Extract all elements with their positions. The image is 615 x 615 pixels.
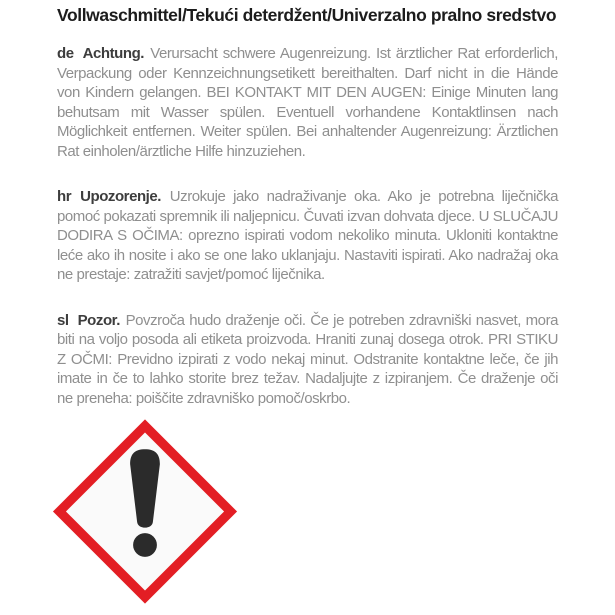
language-code-de: de: [57, 45, 74, 62]
exclamation-dot: [133, 533, 157, 557]
warning-text-hr: Uzrokuje jako nadraživanje oka. Ako je potrebna liječnička pomoć pokazati spremnik ili naljepnicu. Čuvati izvan dohvata djece. U SLUČAJU DODIRA S OČIMA: oprezno ispirati vodom nekoliko minuta. Ukloniti kontaktne leće ako ih nosite i ako se one lako uklanjaju. Nastaviti ispirati. Ako nadražaj oka ne prestaje: zatražiti savjet/pomoć liječnika.: [57, 188, 559, 283]
warning-text-sl: Povzroča hudo draženje oči. Če je potreben zdravniški nasvet, mora biti na voljo posoda ali etiketa proizvoda. Hraniti zunaj dosega otrok. PRI STIKU Z OČMI: Previdno izpirati z vodo nekaj minut. Odstranite kontaktne leče, če jih imate in če to lahko storite brez težav. Nadaljujte z izpiranjem. Če draženje oči ne preneha: poiščite zdravniško pomoč/oskrbo.: [57, 311, 559, 407]
signal-word-de: Achtung.: [82, 45, 144, 62]
warning-section-sl: [57, 311, 558, 409]
hazard-diamond-svg: [52, 418, 238, 605]
warning-section-hr: [57, 187, 558, 285]
signal-word-sl: Pozor.: [77, 311, 120, 329]
label-text-block: [57, 5, 558, 434]
language-code-sl: sl: [57, 311, 69, 329]
language-code-hr: hr: [57, 188, 72, 205]
page-title: Vollwaschmittel/Tekući deterdžent/Univerzalno pralno sredstvo: [57, 5, 557, 25]
ghs07-exclamation-icon: [52, 418, 238, 605]
warning-section-de: [57, 44, 558, 161]
warning-text-de: Verursacht schwere Augenreizung. Ist ärztlicher Rat erforderlich, Verpackung oder Kennzeichnungsetikett bereithalten. Darf nicht in die Hände von Kindern gelangen. BEI KONTAKT MIT DEN AUGEN: Einige Minuten lang behutsam mit Wasser spülen. Eventuell vorhandene Kontaktlinsen nach Möglichkeit entfernen. Weiter spülen. Bei anhaltender Augenreizung: Ärztlichen Rat einholen/ärztliche Hilfe hinzuziehen.: [57, 45, 558, 160]
signal-word-hr: Upozorenje.: [80, 188, 161, 205]
